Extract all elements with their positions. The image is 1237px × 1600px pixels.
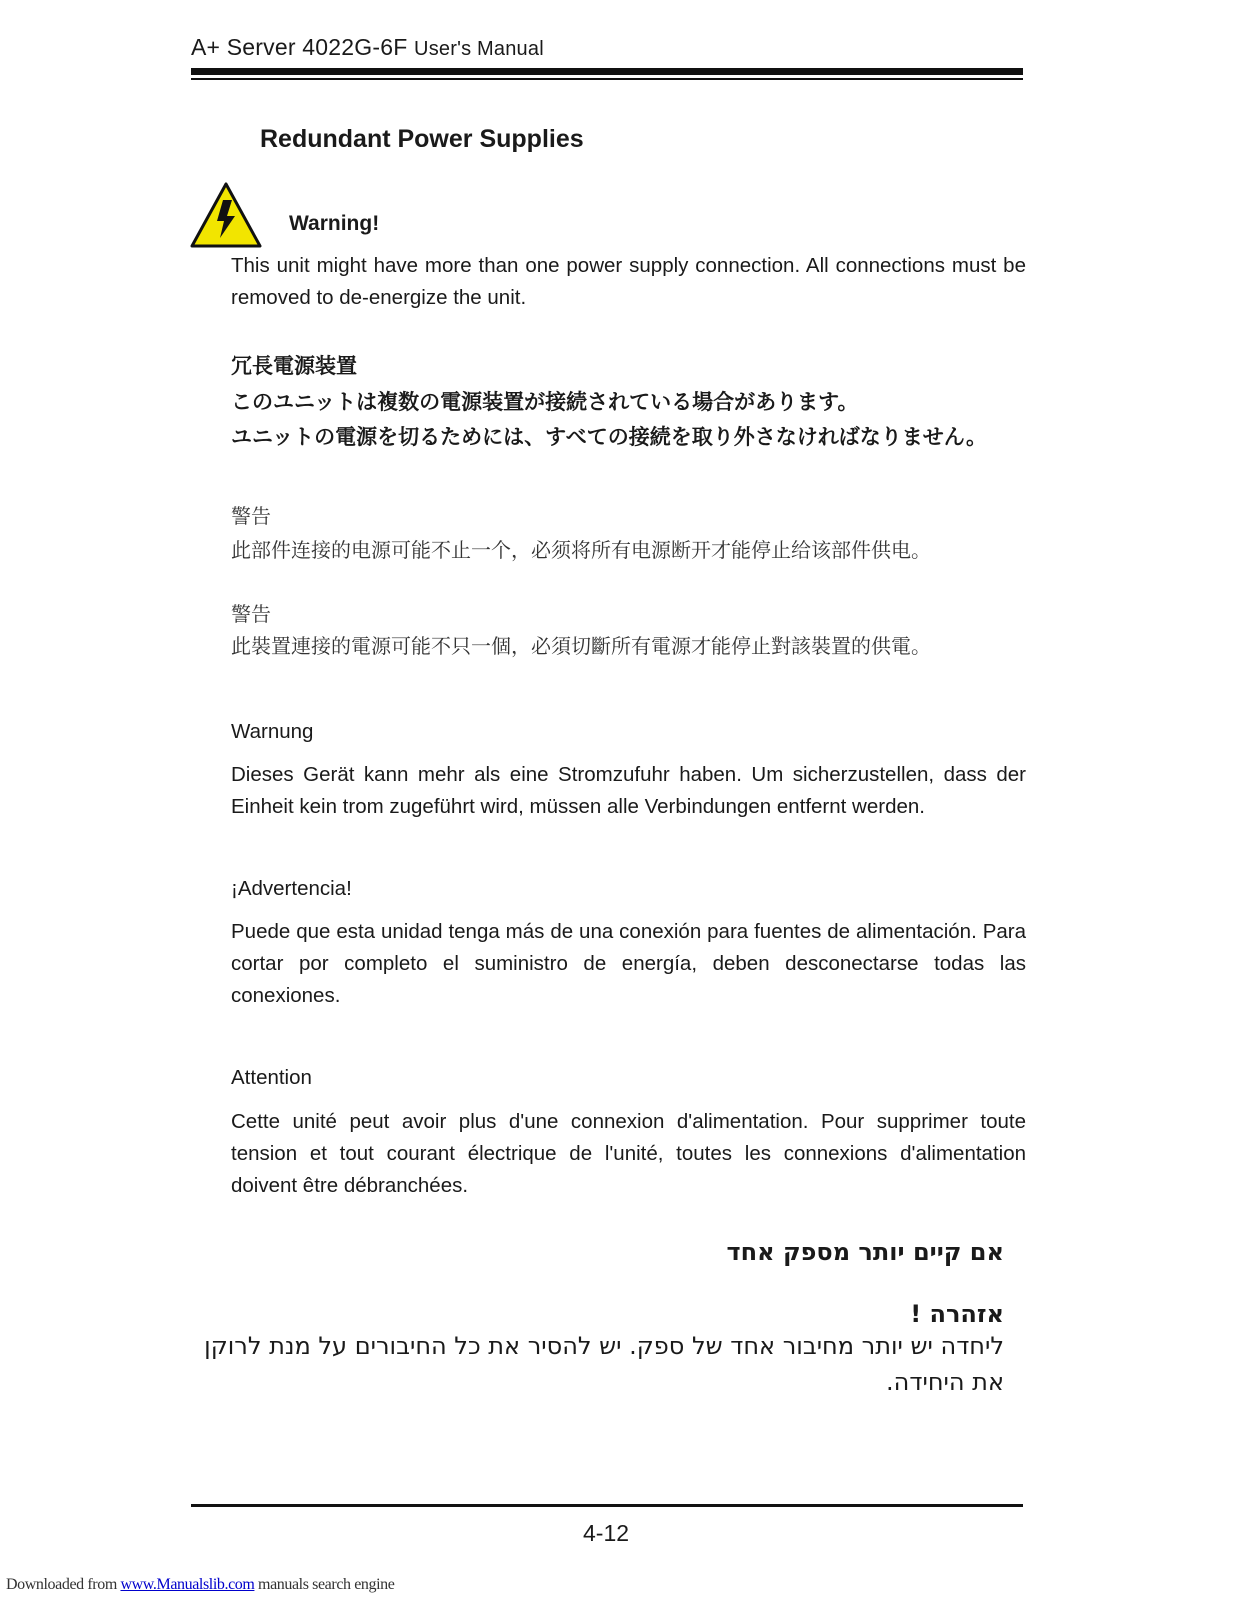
japanese-line-2: ユニットの電源を切るためには、すべての接続を取り外さなければなりません。: [231, 424, 987, 449]
japanese-title: 冗長電源装置: [231, 353, 357, 378]
footer-rule: [191, 1504, 1023, 1507]
hebrew-warning-label: אזהרה !: [910, 1300, 1004, 1328]
download-suffix: manuals search engine: [254, 1576, 395, 1593]
chinese-traditional-text: 此裝置連接的電源可能不只一個，必須切斷所有電源才能停止對該裝置的供電。: [231, 634, 931, 658]
english-warning-label: Warning!: [289, 212, 380, 235]
german-text: Dieses Gerät kann mehr als eine Stromzufuhr haben. Um sicherzustellen, dass der Einheit kein trom zugeführt wird, müssen alle Verbindungen entfernt werden.: [231, 763, 1026, 818]
chinese-simplified-title: 警告: [231, 504, 271, 528]
spanish-title: ¡Advertencia!: [231, 877, 352, 900]
chinese-simplified-text: 此部件连接的电源可能不止一个，必须将所有电源断开才能停止给该部件供电。: [231, 538, 931, 562]
download-prefix: Downloaded from: [6, 1576, 121, 1593]
japanese-line-1: このユニットは複数の電源装置が接続されている場合があります。: [231, 389, 859, 414]
hebrew-title: אם קיים יותר מספק אחד: [726, 1238, 1004, 1266]
french-text: Cette unité peut avoir plus d'une connexion d'alimentation. Pour supprimer toute tension et tout courant électrique de l'unité, toutes les connexions d'alimentation doivent être débranchées.: [231, 1110, 1026, 1197]
download-credit: [6, 1576, 394, 1594]
section-title: Redundant Power Supplies: [260, 125, 584, 153]
french-title: Attention: [231, 1066, 312, 1089]
chinese-traditional-title: 警告: [231, 602, 271, 626]
header-suffix: User's Manual: [414, 38, 544, 60]
high-voltage-warning-icon: [190, 182, 262, 248]
header-model: A+ Server 4022G-6F: [191, 34, 408, 60]
english-warning-text: This unit might have more than one power supply connection. All connections must be removed to de-energize the unit.: [231, 254, 1026, 309]
page-number: 4-12: [583, 1520, 630, 1546]
header-rule-thin: [191, 78, 1023, 80]
spanish-text: Puede que esta unidad tenga más de una conexión para fuentes de alimentación. Para cortar por completo el suministro de energía, deben desconectarse todas las conexiones.: [231, 920, 1026, 1007]
german-title: Warnung: [231, 720, 314, 743]
manual-header: [191, 34, 544, 61]
header-rule-thick: [191, 68, 1023, 75]
hebrew-text: ליחדה יש יותר מחיבור אחד של ספק. יש להסיר את כל החיבורים על מנת לרוקן את היחידה.: [204, 1332, 1004, 1396]
manualslib-link[interactable]: www.Manualslib.com: [120, 1576, 255, 1593]
